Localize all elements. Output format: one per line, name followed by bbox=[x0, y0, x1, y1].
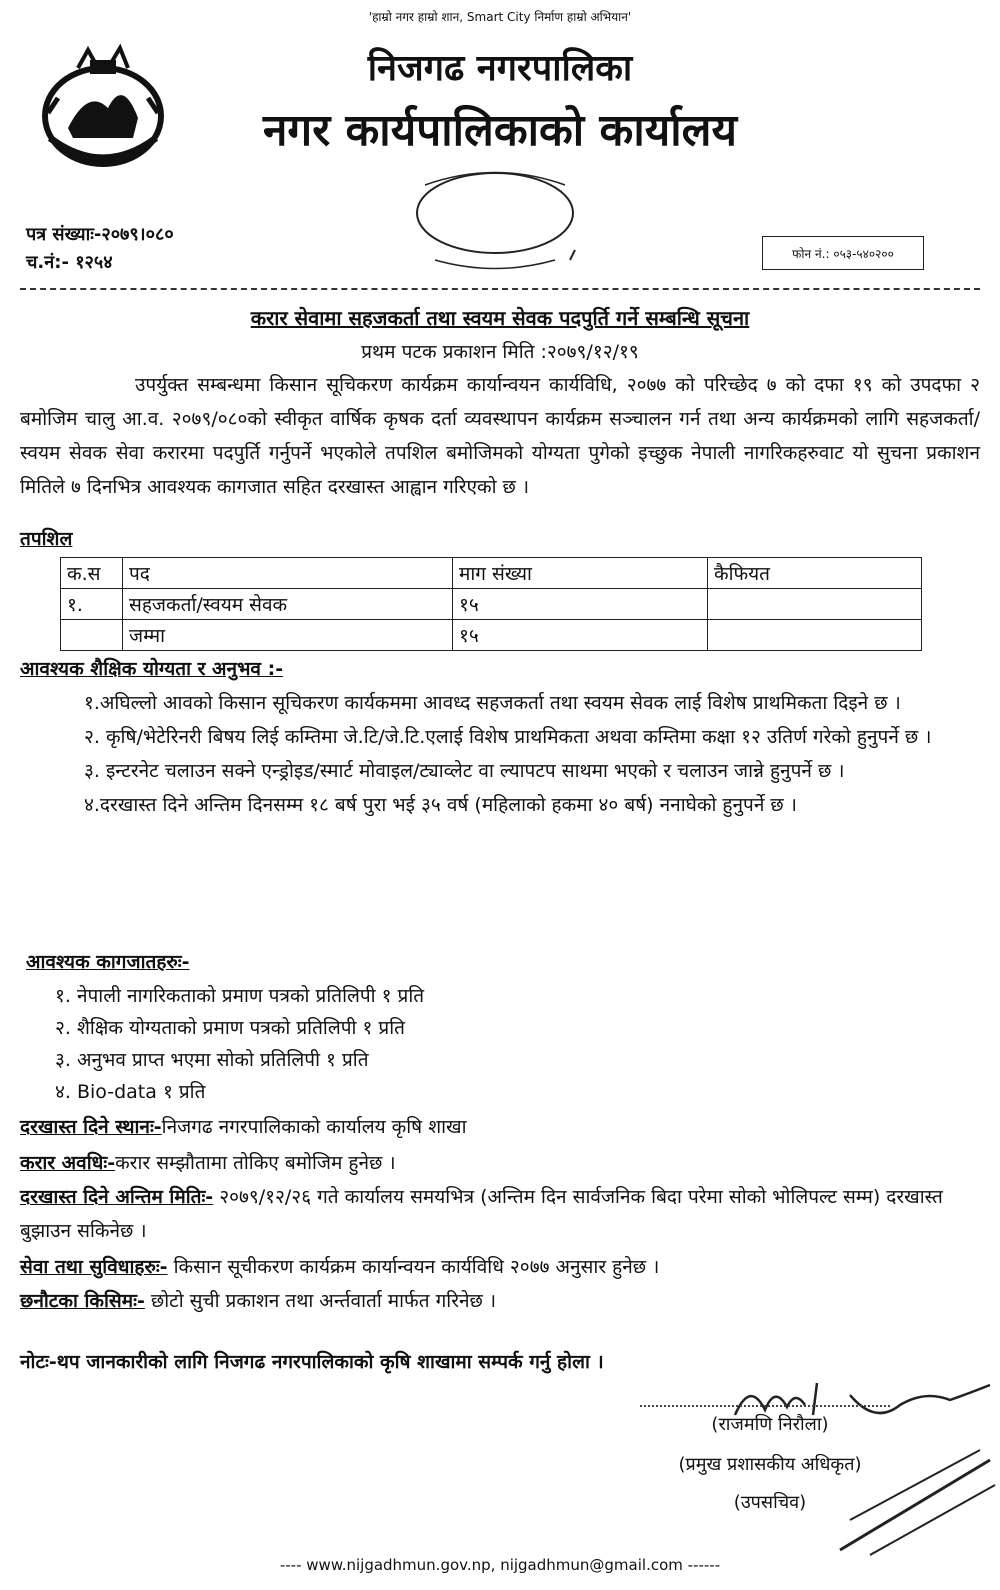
signatory-title: (प्रमुख प्रशासकीय अधिकृत) bbox=[678, 1454, 862, 1475]
list-item: ३. अनुभव प्राप्त भएमा सोको प्रतिलिपी १ प्रति bbox=[55, 1049, 369, 1071]
officer-stamp-icon bbox=[830, 1440, 1000, 1560]
list-item: २. कृषि/भेटेरिनरी बिषय लिई कम्तिमा जे.टि/जे.टि.एलाई विशेष प्राथमिकता अथवा कम्तिमा कक्षा १२ उतिर्ण गरेको हुनुपर्ने छ । bbox=[84, 726, 932, 748]
table-cell bbox=[708, 589, 922, 620]
contract-period-label: करार अवधिः- bbox=[20, 1152, 116, 1174]
qualification-heading: आवश्यक शैक्षिक योग्यता र अनुभव :- bbox=[20, 658, 284, 680]
header-divider bbox=[20, 288, 980, 290]
qualification-list bbox=[20, 686, 980, 822]
table-cell: १५ bbox=[453, 589, 708, 620]
table-row bbox=[61, 589, 922, 620]
service-benefits bbox=[20, 1250, 995, 1284]
selection-method bbox=[20, 1284, 995, 1318]
application-place bbox=[20, 1110, 995, 1144]
service-benefits-label: सेवा तथा सुविधाहरुः- bbox=[20, 1256, 168, 1278]
application-deadline bbox=[20, 1180, 995, 1248]
table-cell bbox=[61, 620, 123, 651]
slogan: 'हाम्रो नगर हाम्रो शान, Smart City निर्माण हाम्रो अभियान' bbox=[368, 10, 632, 24]
application-deadline-value: २०७९/१२/२६ गते कार्यालय समयभित्र (अन्तिम दिन सार्वजनिक बिदा परेमा सोको भोलिपल्ट सम्म) दरखास्त बुझाउन सकिनेछ । bbox=[20, 1186, 943, 1242]
table-cell bbox=[708, 620, 922, 651]
details-heading: तपशिल bbox=[20, 528, 73, 550]
vacancy-table bbox=[60, 557, 922, 651]
table-header-cell: कैफियत bbox=[708, 558, 922, 589]
intro-paragraph: उपर्युक्त सम्बन्धमा किसान सूचिकरण कार्यक्रम कार्यान्वयन कार्यविधि, २०७७ को परिच्छेद ७ को दफा १९ को उपदफा २ बमोजिम चालु आ.व. २०७९/०८०को स्वीकृत वार्षिक कृषक दर्ता व्यवस्थापन कार्यक्रम सञ्चालन गर्न तथा अन्य कार्यक्रमको लागि सहजकर्ता/स्वयम सेवक सेवा करारमा पदपुर्ति गर्नुपर्ने भएकोले तपशिल बमोजिमको योग्यता पुगेको इच्छुक नेपाली नागरिकहरुवाट यो सुचना प्रकाशन मितिले ७ दिनभित्र आवश्यक कागजात सहित दरखास्त आह्वान गरिएको छ । bbox=[20, 374, 980, 498]
documents-list bbox=[55, 980, 424, 1108]
publish-date: प्रथम पटक प्रकाशन मिति :२०७९/१२/१९ bbox=[361, 341, 639, 363]
table-row bbox=[61, 620, 922, 651]
reference-number: पत्र संख्याः-२०७९।०८० bbox=[26, 224, 174, 245]
table-header-cell: क.स bbox=[61, 558, 123, 589]
list-item: ४. Bio-data १ प्रति bbox=[55, 1081, 206, 1103]
table-header-row bbox=[61, 558, 922, 589]
list-item: १.अघिल्लो आवको किसान सूचिकरण कार्यकममा आवध्द सहजकर्ता तथा स्वयम सेवक लाई विशेष प्राथमिकता दिइने छ । bbox=[84, 692, 901, 714]
phone-box: फोन नं.: ०५३-५४०२०० bbox=[762, 236, 924, 270]
list-item: ३. इन्टरनेट चलाउन सक्ने एन्ड्रोइड/स्मार्ट मोवाइल/ट्याव्लेट वा ल्यापटप साथमा भएको र चलाउन जान्ने हुनुपर्ने छ । bbox=[84, 760, 845, 782]
organization-name: निजगढ नगरपालिका bbox=[367, 48, 633, 89]
table-cell: १५ bbox=[453, 620, 708, 651]
application-place-value: निजगढ नगरपालिकाको कार्यालय कृषि शाखा bbox=[161, 1116, 467, 1138]
application-place-label: दरखास्त दिने स्थानः- bbox=[20, 1116, 162, 1138]
contract-period bbox=[20, 1146, 995, 1180]
list-item: १. नेपाली नागरिकताको प्रमाण पत्रको प्रतिलिपी १ प्रति bbox=[55, 985, 425, 1007]
table-header-cell: माग संख्या bbox=[453, 558, 708, 589]
table-cell: जम्मा bbox=[123, 620, 453, 651]
list-item: २. शैक्षिक योग्यताको प्रमाण पत्रको प्रतिलिपी १ प्रति bbox=[55, 1017, 405, 1039]
selection-method-value: छोटो सुची प्रकाशन तथा अर्न्तवार्ता मार्फत गरिनेछ । bbox=[144, 1290, 497, 1312]
list-item: ४.दरखास्त दिने अन्तिम दिनसम्म १८ बर्ष पुरा भई ३५ वर्ष (महिलाको हकमा ४० बर्ष) ननाघेको हुनुपर्ने छ । bbox=[84, 794, 797, 816]
office-name: नगर कार्यपालिकाको कार्यालय bbox=[263, 105, 737, 156]
dispatch-number: च.नं:- १२५४ bbox=[26, 252, 113, 273]
table-header-cell: पद bbox=[123, 558, 453, 589]
table-cell: सहजकर्ता/स्वयम सेवक bbox=[123, 589, 453, 620]
contract-period-value: करार सम्झौतामा तोकिए बमोजिम हुनेछ । bbox=[115, 1152, 396, 1174]
office-seal-icon bbox=[395, 165, 595, 280]
note: नोटः-थप जानकारीको लागि निजगढ नगरपालिकाको कृषि शाखामा सम्पर्क गर्नु होला । bbox=[20, 1351, 604, 1373]
signatory-name: (राजमणि निरौला) bbox=[711, 1414, 829, 1435]
notice-title bbox=[0, 304, 1000, 331]
signature-line bbox=[640, 1405, 890, 1407]
service-benefits-value: किसान सूचीकरण कार्यक्रम कार्यान्वयन कार्यविधि २०७७ अनुसार हुनेछ । bbox=[167, 1256, 660, 1278]
application-deadline-label: दरखास्त दिने अन्तिम मितिः- bbox=[20, 1186, 214, 1208]
table-cell: १. bbox=[61, 589, 123, 620]
signatory-rank: (उपसचिव) bbox=[733, 1492, 807, 1513]
notice-title-text: करार सेवामा सहजकर्ता तथा स्वयम सेवक पदपुर्ति गर्ने सम्बन्धि सूचना bbox=[250, 306, 750, 330]
footer-contact: ---- www.nijgadhmun.gov.np, nijgadhmun@gmail.com ------ bbox=[279, 1556, 721, 1574]
selection-method-label: छनौटका किसिमः- bbox=[20, 1290, 145, 1312]
documents-heading: आवश्यक कागजातहरुः- bbox=[26, 951, 190, 973]
